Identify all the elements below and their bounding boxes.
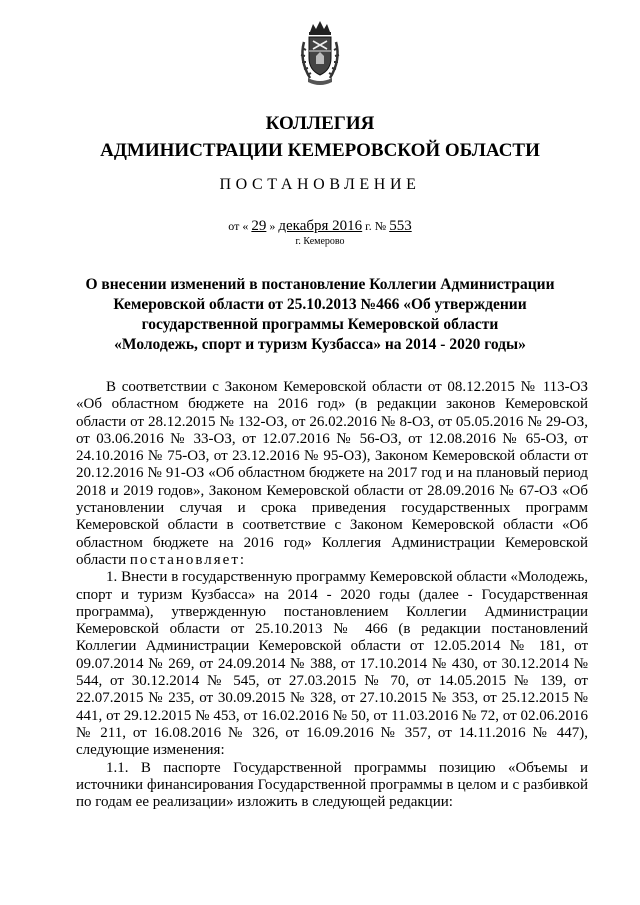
title-line: Кемеровской области от 25.10.2013 №466 «Об утверждении: [113, 296, 527, 313]
preamble-text: В соответствии с Законом Кемеровской области от 08.12.2015 № 113-ОЗ «Об областном бюджете на 2016 год» (в редакции законов Кемеровской области от 28.12.2015 № 132-ОЗ, от 26.02.2016 № 8-ОЗ, от 05.05.2016 № 29-ОЗ, от 03.06.2016 № 33-ОЗ, от 12.07.2016 № 56-ОЗ, от 12.08.2016 № 65-ОЗ, от 24.10.2016 № 75-ОЗ, от 23.12.2016 № 95-ОЗ), Законом Кемеровской области от 20.12.2016 № 91-ОЗ «Об областном бюджете на 2017 год и на плановый период 2018 и 2019 годов», Законом Кемеровской области от 28.09.2016 № 67-ОЗ «Об установлении случая и срока приведения государственных программ Кемеровской области в соответствие с Законом Кемеровской области «Об областном бюджете на 2016 год» Коллегия Администрации Кемеровской области: [76, 379, 588, 568]
paragraph-preamble: [76, 379, 588, 569]
org-name-line2: АДМИНИСТРАЦИИ КЕМЕРОВСКОЙ ОБЛАСТИ: [100, 140, 540, 161]
paragraph-item-1-1: 1.1. В паспорте Государственной программы позицию «Объемы и источники финансирования Государственной программы в целом и с разбивкой по годам ее реализации» изложить в следующей редакции:: [76, 759, 588, 811]
date-day: 29: [251, 218, 267, 234]
org-name-line1: КОЛЛЕГИЯ: [265, 113, 375, 134]
number-label: №: [374, 219, 387, 233]
document-title: [60, 275, 580, 355]
date-prefix: от «: [228, 219, 249, 233]
city: г. Кемерово: [295, 236, 345, 247]
paragraph-item-1: 1. Внести в государственную программу Кемеровской области «Молодежь, спорт и туризм Кузбасса» на 2014 - 2020 годы (далее - Государственная программа), утвержденную постановлением Коллегии Администрации Кемеровской области от 25.10.2013 № 466 (в редакции постановлений Коллегии Администрации Кемеровской области от 12.05.2014 № 181, от 09.07.2014 № 269, от 24.09.2014 № 388, от 17.10.2014 № 430, от 30.12.2014 № 544, от 30.12.2014 № 545, от 27.03.2015 № 70, от 14.05.2015 № 139, от 22.07.2015 № 235, от 30.09.2015 № 328, от 27.10.2015 № 353, от 25.12.2015 № 441, от 29.12.2015 № 453, от 16.02.2016 № 50, от 11.03.2016 № 72, от 02.06.2016 № 211, от 16.08.2016 № 326, от 16.09.2016 № 357, от 14.11.2016 № 447), следующие изменения:: [76, 569, 588, 759]
document-type: ПОСТАНОВЛЕНИЕ: [219, 176, 421, 193]
title-line: О внесении изменений в постановление Коллегии Администрации: [85, 276, 555, 293]
date-suffix: г.: [365, 219, 372, 233]
title-line: «Молодежь, спорт и туризм Кузбасса» на 2014 - 2020 годы»: [114, 336, 526, 353]
date-month-year: декабря 2016: [278, 218, 363, 234]
date-mid: »: [269, 219, 276, 233]
document-body: [76, 379, 588, 811]
document-number: 553: [389, 218, 412, 234]
date-number-line: [0, 218, 640, 235]
title-line: государственной программы Кемеровской области: [141, 316, 499, 333]
resolves-word: постановляет:: [129, 551, 247, 568]
coat-of-arms-icon: [296, 18, 344, 88]
